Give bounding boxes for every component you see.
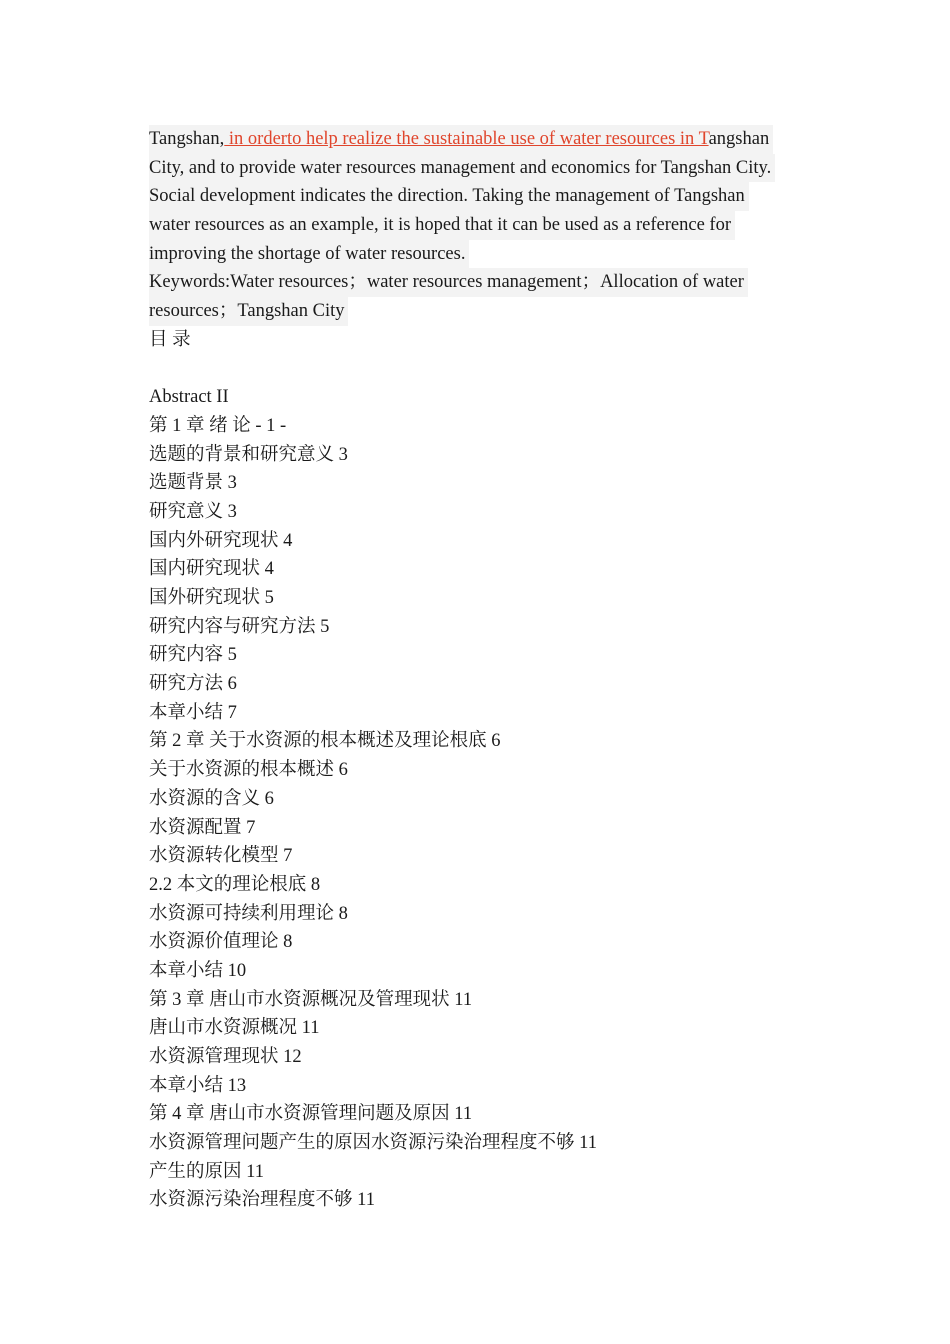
toc-entry[interactable]: 选题背景 3 (149, 473, 237, 494)
toc-entry[interactable]: 水资源可持续利用理论 8 (149, 903, 348, 924)
toc-entry[interactable]: 唐山市水资源概况 11 (149, 1018, 320, 1039)
toc-entry[interactable]: 2.2 本文的理论根底 8 (149, 874, 321, 895)
toc-list (149, 383, 819, 1215)
abstract-line-5: improving the shortage of water resources. (149, 240, 819, 269)
toc-heading: 目 录 (149, 329, 191, 350)
toc-entry[interactable]: 关于水资源的根本概述 6 (149, 760, 348, 781)
toc-entry[interactable]: 研究内容与研究方法 5 (149, 616, 330, 637)
toc-entry[interactable]: 研究方法 6 (149, 674, 237, 695)
toc-entry[interactable]: 选题的背景和研究意义 3 (149, 444, 348, 465)
toc-entry[interactable]: 产生的原因 11 (149, 1161, 264, 1182)
toc-entry[interactable]: 水资源污染治理程度不够 11 (149, 1190, 375, 1211)
toc-entry[interactable]: 国内外研究现状 4 (149, 530, 293, 551)
keywords-line-2: resources；Tangshan City (149, 297, 819, 326)
abstract-line-4: water resources as an example, it is hoped that it can be used as a reference for (149, 211, 819, 240)
document-page (149, 125, 819, 1215)
toc-entry[interactable]: 研究内容 5 (149, 645, 237, 666)
tracked-change-text: in orderto help realize the sustainable use of water resources in T (224, 129, 709, 149)
toc-entry[interactable]: 水资源价值理论 8 (149, 932, 293, 953)
abstract-text-end: angshan (708, 129, 770, 149)
abstract-line-1 (149, 125, 819, 154)
toc-entry[interactable]: 水资源管理问题产生的原因水资源污染治理程度不够 11 (149, 1133, 597, 1154)
toc-entry[interactable]: 第 1 章 绪 论 - 1 - (149, 415, 287, 436)
toc-entry[interactable]: 水资源转化模型 7 (149, 846, 293, 867)
toc-entry[interactable]: 水资源的含义 6 (149, 788, 274, 809)
toc-entry[interactable]: 研究意义 3 (149, 501, 237, 522)
abstract-line-3: Social development indicates the direction. Taking the management of Tangshan (149, 182, 819, 211)
toc-entry[interactable]: 第 4 章 唐山市水资源管理问题及原因 11 (149, 1104, 473, 1125)
abstract-line-2: City, and to provide water resources management and economics for Tangshan City. (149, 154, 819, 183)
toc-entry[interactable]: 第 3 章 唐山市水资源概况及管理现状 11 (149, 989, 473, 1010)
abstract-text-start: Tangshan, (149, 129, 225, 149)
toc-entry[interactable]: 本章小结 13 (149, 1075, 247, 1096)
toc-entry[interactable]: 国外研究现状 5 (149, 588, 274, 608)
toc-entry[interactable]: 水资源管理现状 12 (149, 1047, 302, 1067)
toc-entry[interactable]: 水资源配置 7 (149, 817, 256, 838)
toc-entry[interactable]: 国内研究现状 4 (149, 559, 274, 580)
toc-entry[interactable]: 本章小结 7 (149, 702, 237, 723)
toc-entry[interactable]: 第 2 章 关于水资源的根本概述及理论根底 6 (149, 731, 501, 752)
toc-entry[interactable]: 本章小结 10 (149, 960, 247, 981)
keywords-line-1: Keywords:Water resources；water resources management；Allocation of water (149, 268, 819, 297)
blank-line (149, 355, 819, 384)
toc-entry[interactable]: Abstract II (149, 387, 229, 408)
